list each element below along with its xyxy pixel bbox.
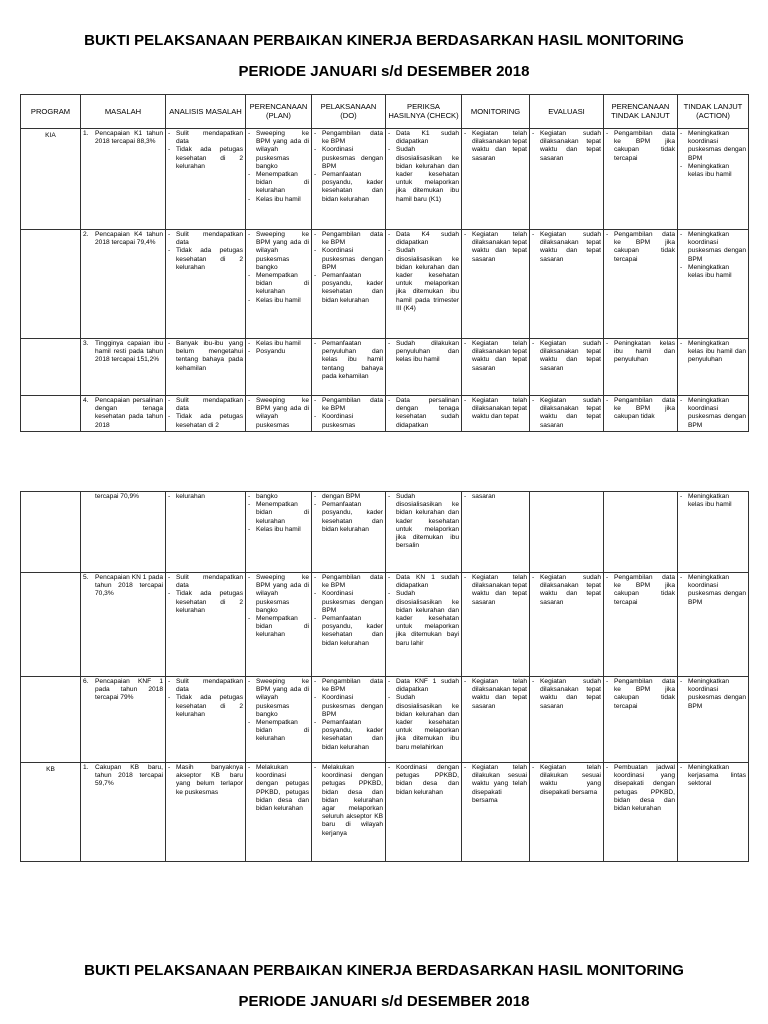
cell-rencana [604, 677, 678, 763]
table-row [21, 129, 749, 230]
cell-plan [246, 763, 312, 862]
cell-plan [246, 492, 312, 573]
analisis-item: - kelurahan [168, 493, 243, 501]
cell-analisis [166, 573, 246, 677]
cell-check [386, 129, 462, 230]
item-number: 4. [83, 397, 89, 404]
monitoring-item: - Kegiatan telah dilaksanakan tepat waktu dan tepat sasaran [464, 340, 527, 373]
table-row [21, 230, 749, 339]
cell-evaluasi [530, 396, 604, 432]
col-header-analisis: ANALISIS MASALAH [166, 95, 246, 129]
cell-plan [246, 339, 312, 396]
analisis-item: - Sulit mendapatkan data [168, 574, 243, 590]
plan-item: - Kelas ibu hamil [248, 340, 309, 348]
do-item: - Koordinasi puskesmas dengan BPM [314, 694, 383, 719]
plan-item: - Menempatkan bidan di kelurahan [248, 719, 309, 744]
evaluasi-item: - Kegiatan sudah dilaksanakan tepat waktu dan tepat sasaran [532, 340, 601, 373]
cell-evaluasi [530, 492, 604, 573]
col-header-monitoring: MONITORING [462, 95, 530, 129]
cell-program: KIA [21, 129, 81, 230]
masalah-item [83, 493, 163, 501]
cell-do [312, 492, 386, 573]
cell-masalah [81, 230, 166, 339]
cell-masalah [81, 396, 166, 432]
action-item: - Meningkatkan koordinasi puskesmas dengan BPM [680, 678, 746, 711]
cell-plan [246, 230, 312, 339]
page-title: BUKTI PELAKSANAAN PERBAIKAN KINERJA BERDASARKAN HASIL MONITORING [84, 32, 684, 49]
cell-program [21, 339, 81, 396]
cell-rencana [604, 339, 678, 396]
do-item: - Pemanfaatan penyuluhan dan kelas ibu hamil tentang bahaya pada kehamilan [314, 340, 383, 381]
action-item: - Meningkatkan koordinasi puskesmas dengan BPM [680, 231, 746, 264]
cell-plan [246, 677, 312, 763]
cell-rencana [604, 763, 678, 862]
do-item: - Pemanfaatan posyandu, kader kesehatan dan bidan kelurahan [314, 501, 383, 534]
cell-check [386, 230, 462, 339]
table-body-page-2 [21, 492, 749, 862]
cell-check [386, 396, 462, 432]
check-item: - Sudah dilakukan penyuluhan dan kelas ibu hamil [388, 340, 459, 365]
analisis-item: - Banyak ibu-ibu yang belum mengetahui tentang bahaya pada kehamilan [168, 340, 243, 373]
check-item: - Data KN 1 sudah didapatkan [388, 574, 459, 590]
cell-rencana [604, 230, 678, 339]
masalah-item [83, 678, 163, 703]
cell-plan [246, 573, 312, 677]
cell-action [678, 677, 749, 763]
masalah-text: Pencapaian persalinan dengan tenaga kesehatan pada tahun 2018 [95, 397, 163, 429]
plan-item: - Sweeping ke BPM yang ada di wilayah puskesmas [248, 397, 309, 430]
col-header-evaluasi: EVALUASI [530, 95, 604, 129]
masalah-item [83, 397, 163, 430]
cell-analisis [166, 339, 246, 396]
plan-item: - Menempatkan bidan di kelurahan [248, 171, 309, 196]
monitoring-item: - Kegiatan telah dilakukan sesuai waktu yang telah disepakati bersama [464, 764, 527, 805]
check-item: - Data K4 sudah didapatkan [388, 231, 459, 247]
analisis-item: - Sulit mendapatkan data [168, 397, 243, 413]
analisis-item: - Tidak ada petugas kesehatan di 2 kelurahan [168, 694, 243, 719]
cell-do [312, 677, 386, 763]
plan-item: - Menempatkan bidan di kelurahan [248, 615, 309, 640]
cell-plan [246, 129, 312, 230]
check-item: - Sudah disosialisasikan ke bidan kelurahan dan kader kesehatan untuk melaporkan jika ditemukan bayi baru lahir [388, 590, 459, 647]
page-subtitle: PERIODE JANUARI s/d DESEMBER 2018 [238, 63, 530, 80]
do-item: - Koordinasi puskesmas dengan BPM [314, 146, 383, 171]
masalah-text: Pencapaian K1 tahun 2018 tercapai 88,3% [95, 130, 163, 146]
cell-do [312, 573, 386, 677]
masalah-item [83, 130, 163, 146]
cell-do [312, 230, 386, 339]
col-header-action: TINDAK LANJUT (ACTION) [678, 95, 749, 129]
plan-item: - Kelas ibu hamil [248, 297, 309, 305]
plan-item: - Sweeping ke BPM yang ada di wilayah puskesmas bangko [248, 678, 309, 719]
do-item: - Pengambilan data ke BPM [314, 231, 383, 247]
action-item: - Meningkatkan kelas ibu hamil [680, 264, 746, 280]
cell-check [386, 763, 462, 862]
analisis-item: - Sulit mendapatkan data [168, 231, 243, 247]
cell-masalah [81, 573, 166, 677]
cell-action [678, 492, 749, 573]
analisis-item: - Sulit mendapatkan data [168, 678, 243, 694]
page-title-repeat: BUKTI PELAKSANAAN PERBAIKAN KINERJA BERDASARKAN HASIL MONITORING [84, 962, 684, 979]
analisis-item: - Tidak ada petugas kesehatan di 2 kelurahan [168, 146, 243, 171]
cell-masalah [81, 339, 166, 396]
cell-analisis [166, 677, 246, 763]
cell-analisis [166, 396, 246, 432]
cell-program [21, 230, 81, 339]
cell-evaluasi [530, 339, 604, 396]
rencana-item: - Pengambilan data ke BPM jika cakupan tidak tercapai [606, 231, 675, 264]
monitoring-item: - Kegiatan telah dilaksanakan tepat waktu dan tepat sasaran [464, 231, 527, 264]
action-item: - Meningkatkan koordinasi puskesmas dengan BPM [680, 397, 746, 430]
cell-program [21, 573, 81, 677]
table-row [21, 396, 749, 432]
check-item: - Sudah disosialisasikan ke bidan kelurahan dan kader kesehatan untuk melaporkan jika ditemukan ibu bersalin [388, 493, 459, 550]
cell-monitoring [462, 677, 530, 763]
monitoring-item: - sasaran [464, 493, 527, 501]
pdca-table-page-1 [20, 94, 749, 432]
masalah-item [83, 574, 163, 599]
evaluasi-item: - Kegiatan sudah dilaksanakan tepat waktu dan tepat sasaran [532, 397, 601, 430]
plan-item: - Sweeping ke BPM yang ada di wilayah puskesmas bangko [248, 574, 309, 615]
do-item: - Koordinasi puskesmas [314, 413, 383, 429]
plan-item: - bangko [248, 493, 309, 501]
cell-action [678, 339, 749, 396]
masalah-text: Pencapaian KNF 1 pada tahun 2018 tercapai 79% [95, 678, 163, 702]
cell-masalah [81, 763, 166, 862]
cell-monitoring [462, 573, 530, 677]
rencana-item: - Pengambilan data ke BPM jika cakupan tidak [606, 397, 675, 422]
cell-action [678, 573, 749, 677]
cell-check [386, 339, 462, 396]
do-item: - Pemanfaatan posyandu, kader kesehatan dan bidan kelurahan [314, 615, 383, 648]
cell-check [386, 492, 462, 573]
cell-action [678, 230, 749, 339]
masalah-text: Cakupan KB baru, tahun 2018 tercapai 59,7% [95, 764, 163, 788]
cell-monitoring [462, 763, 530, 862]
masalah-item [83, 231, 163, 247]
cell-analisis [166, 492, 246, 573]
do-item: - Pemanfaatan posyandu, kader kesehatan dan bidan kelurahan [314, 171, 383, 204]
rencana-item: - Pengambilan data ke BPM jika cakupan tidak tercapai [606, 574, 675, 607]
item-number: 3. [83, 340, 89, 347]
check-item: - Sudah disosialisasikan ke bidan kelurahan dan kader kesehatan untuk melaporkan jika ditemukan ibu hamil pada trimester III (K4) [388, 247, 459, 313]
action-item: - Meningkatkan koordinasi puskesmas dengan BPM [680, 574, 746, 607]
item-number: 6. [83, 678, 89, 685]
cell-program [21, 492, 81, 573]
check-item: - Sudah disosialisasikan ke bidan kelurahan dan kader kesehatan untuk melaporkan jika ditemukan ibu hamil baru (K1) [388, 146, 459, 203]
cell-evaluasi [530, 129, 604, 230]
monitoring-item: - Kegiatan telah dilaksanakan tepat waktu dan tepat [464, 397, 527, 422]
col-header-check: PERIKSA HASILNYA (CHECK) [386, 95, 462, 129]
check-item: - Koordinasi dengan petugas PPKBD, bidan desa dan bidan kelurahan [388, 764, 459, 797]
cell-do [312, 763, 386, 862]
table-body-page-1 [21, 129, 749, 432]
cell-monitoring [462, 339, 530, 396]
cell-do [312, 396, 386, 432]
cell-evaluasi [530, 677, 604, 763]
pdca-table-page-2 [20, 491, 749, 862]
do-item: - Pemanfaatan posyandu, kader kesehatan dan bidan kelurahan [314, 719, 383, 752]
check-item: - Sudah disosialisasikan ke bidan kelurahan dan kader kesehatan untuk melaporkan jika ditemukan ibu baru melahirkan [388, 694, 459, 751]
table-row [21, 677, 749, 763]
do-item: - Pengambilan data ke BPM [314, 130, 383, 146]
cell-masalah [81, 129, 166, 230]
analisis-item: - Tidak ada petugas kesehatan di 2 kelurahan [168, 590, 243, 615]
cell-action [678, 129, 749, 230]
col-header-do: PELAKSANAAN (DO) [312, 95, 386, 129]
analisis-item: - Sulit mendapatkan data [168, 130, 243, 146]
rencana-item: - Pengambilan data ke BPM jika cakupan tidak tercapai [606, 678, 675, 711]
cell-do [312, 129, 386, 230]
cell-monitoring [462, 230, 530, 339]
action-item: - Meningkatkan kelas ibu hamil dan penyuluhan [680, 340, 746, 365]
action-item: - Meningkatkan kelas ibu hamil [680, 163, 746, 179]
cell-analisis [166, 230, 246, 339]
masalah-item [83, 764, 163, 789]
analisis-item: - Tidak ada petugas kesehatan di 2 [168, 413, 243, 429]
do-item: - Pemanfaatan posyandu, kader kesehatan dan bidan kelurahan [314, 272, 383, 305]
masalah-item [83, 340, 163, 365]
cell-masalah [81, 492, 166, 573]
do-item: - Pengambilan data ke BPM [314, 678, 383, 694]
table-row [21, 339, 749, 396]
cell-program: KB [21, 763, 81, 862]
cell-evaluasi [530, 573, 604, 677]
action-item: - Meningkatkan koordinasi puskesmas dengan BPM [680, 130, 746, 163]
check-item: - Data K1 sudah didapatkan [388, 130, 459, 146]
plan-item: - Kelas ibu hamil [248, 196, 309, 204]
item-number: 1. [83, 764, 89, 771]
do-item: - Koordinasi puskesmas dengan BPM [314, 247, 383, 272]
cell-rencana [604, 129, 678, 230]
plan-item: - Menempatkan bidan di kelurahan [248, 501, 309, 526]
do-item: - Koordinasi puskesmas dengan BPM [314, 590, 383, 615]
cell-program [21, 677, 81, 763]
cell-action [678, 763, 749, 862]
analisis-item: - Tidak ada petugas kesehatan di 2 kelurahan [168, 247, 243, 272]
cell-analisis [166, 129, 246, 230]
col-header-program: PROGRAM [21, 95, 81, 129]
cell-monitoring [462, 492, 530, 573]
monitoring-item: - Kegiatan telah dilaksanakan tepat waktu dan tepat sasaran [464, 574, 527, 607]
cell-monitoring [462, 396, 530, 432]
page-subtitle-repeat: PERIODE JANUARI s/d DESEMBER 2018 [238, 993, 530, 1010]
table-row [21, 573, 749, 677]
monitoring-item: - Kegiatan telah dilaksanakan tepat waktu dan tepat sasaran [464, 678, 527, 711]
action-item: - Meningkatkan kerjasama lintas sektoral [680, 764, 746, 789]
cell-analisis [166, 763, 246, 862]
cell-check [386, 573, 462, 677]
cell-program [21, 396, 81, 432]
cell-evaluasi [530, 763, 604, 862]
evaluasi-item: - Kegiatan telah dilakukan sesuai waktu yang disepakati bersama [532, 764, 601, 797]
col-header-masalah: MASALAH [81, 95, 166, 129]
cell-rencana [604, 396, 678, 432]
rencana-item: - Pengambilan data ke BPM jika cakupan tidak tercapai [606, 130, 675, 163]
rencana-item: - Pembuatan jadwal koordinasi yang disepakati dengan petugas PPKBD, bidan desa dan bidan kelurahan [606, 764, 675, 813]
check-item: - Data KNF 1 sudah didapatkan [388, 678, 459, 694]
plan-item: - Menempatkan bidan di kelurahan [248, 272, 309, 297]
evaluasi-item: - Kegiatan sudah dilaksanakan tepat waktu dan tepat sasaran [532, 678, 601, 711]
cell-action [678, 396, 749, 432]
plan-item: - Posyandu [248, 348, 309, 356]
col-header-plan: PERENCANAAN (PLAN) [246, 95, 312, 129]
item-number: 5. [83, 574, 89, 581]
analisis-item: - Masih banyaknya akseptor KB baru yang belum terlapor ke puskesmas [168, 764, 243, 797]
cell-check [386, 677, 462, 763]
action-item: - Meningkatkan kelas ibu hamil [680, 493, 746, 509]
evaluasi-item: - Kegiatan sudah dilaksanakan tepat waktu dan tepat sasaran [532, 231, 601, 264]
cell-plan [246, 396, 312, 432]
plan-item: - Kelas ibu hamil [248, 526, 309, 534]
plan-item: - Melakukan koordinasi dengan petugas PPKBD, petugas bidan desa dan bidan kelurahan [248, 764, 309, 813]
cell-rencana [604, 492, 678, 573]
do-item: - Melakukan koordinasi dengan petugas PPKBD, bidan desa dan bidan kelurahan agar melaporkan seluruh akseptor KB baru di wilayah kerjanya [314, 764, 383, 838]
do-item: - Pengambilan data ke BPM [314, 397, 383, 413]
plan-item: - Sweeping ke BPM yang ada di wilayah puskesmas bangko [248, 231, 309, 272]
cell-monitoring [462, 129, 530, 230]
do-item: - dengan BPM [314, 493, 383, 501]
cell-do [312, 339, 386, 396]
table-row [21, 763, 749, 862]
plan-item: - Sweeping ke BPM yang ada di wilayah puskesmas bangko [248, 130, 309, 171]
masalah-text: tercapai 70,9% [95, 493, 139, 500]
masalah-text: Pencapaian K4 tahun 2018 tercapai 79,4% [95, 231, 163, 247]
cell-masalah [81, 677, 166, 763]
masalah-text: Tingginya capaian ibu hamil resti pada tahun 2018 tercapai 151,2% [95, 340, 163, 364]
evaluasi-item: - Kegiatan sudah dilaksanakan tepat waktu dan tepat sasaran [532, 574, 601, 607]
do-item: - Pengambilan data ke BPM [314, 574, 383, 590]
masalah-text: Pencapaian KN 1 pada tahun 2018 tercapai 70,3% [95, 574, 163, 598]
evaluasi-item: - Kegiatan sudah dilaksanakan tepat waktu dan tepat sasaran [532, 130, 601, 163]
rencana-item: - Peningkatan kelas ibu hamil dan penyuluhan [606, 340, 675, 365]
check-item: - Data persalinan dengan tenaga kesehatan sudah didapatkan [388, 397, 459, 430]
monitoring-item: - Kegiatan telah dilaksanakan tepat waktu dan tepat sasaran [464, 130, 527, 163]
cell-rencana [604, 573, 678, 677]
table-row [21, 492, 749, 573]
col-header-rencana: PERENCANAAN TINDAK LANJUT [604, 95, 678, 129]
cell-evaluasi [530, 230, 604, 339]
item-number: 1. [83, 130, 89, 137]
item-number: 2. [83, 231, 89, 238]
